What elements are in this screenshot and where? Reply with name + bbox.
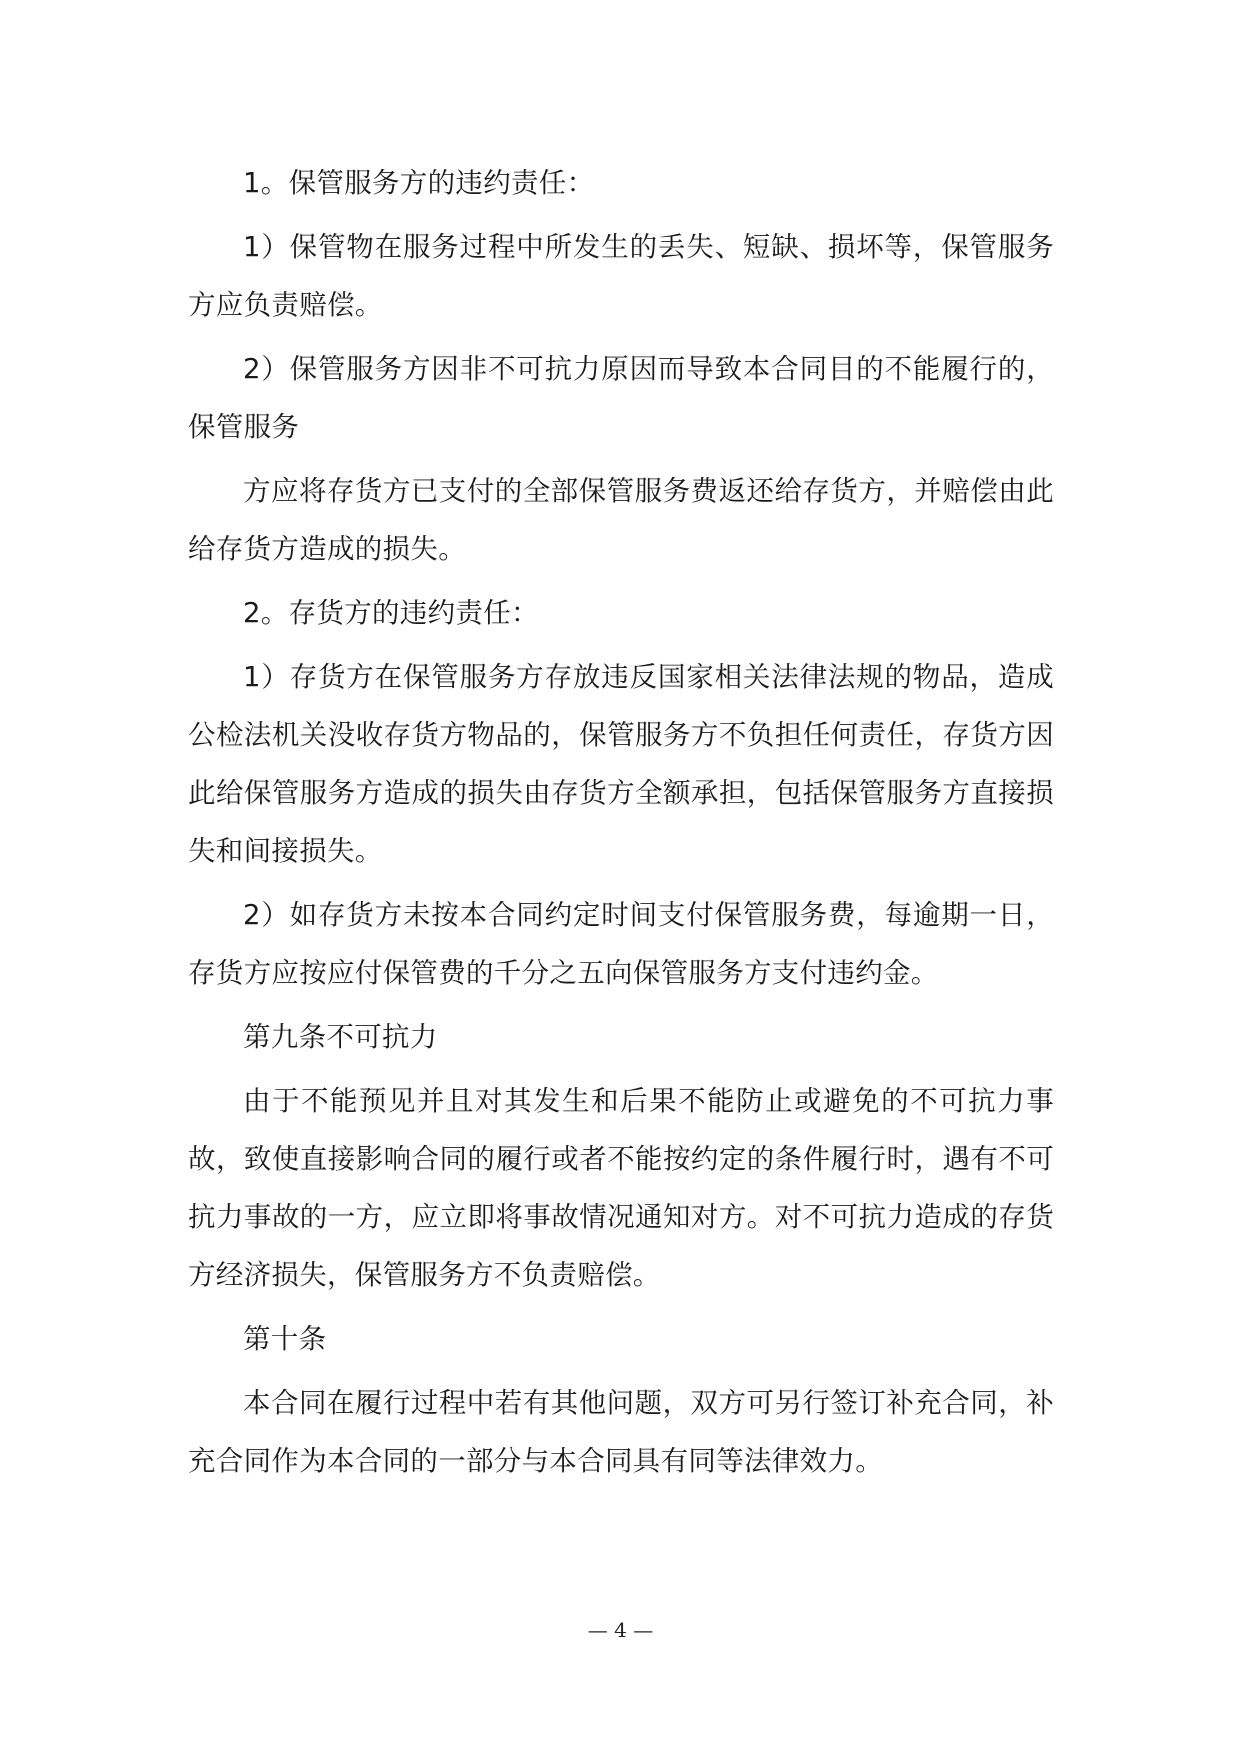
article-10-heading: 第十条 bbox=[243, 1323, 327, 1355]
paragraph-breach-custodian-item-2: 2）保管服务方因非不可抗力原因而导致本合同目的不能履行的，保管服务 bbox=[188, 353, 1054, 443]
article-10-body: 本合同在履行过程中若有其他问题，双方可另行签订补充合同，补充合同作为本合同的一部分与本合同具有同等法律效力。 bbox=[188, 1387, 1054, 1477]
document-body bbox=[188, 154, 1054, 1496]
paragraph-breach-depositor-item-2: 2）如存货方未按本合同约定时间支付保管服务费，每逾期一日，存货方应按应付保管费的千分之五向保管服务方支付违约金。 bbox=[188, 899, 1054, 989]
paragraph-breach-custodian-item-1: 1）保管物在服务过程中所发生的丢失、短缺、损坏等，保管服务方应负责赔偿。 bbox=[188, 231, 1054, 321]
article-9-heading: 第九条不可抗力 bbox=[243, 1021, 438, 1053]
paragraph-breach-custodian-item-2-continued: 方应将存货方已支付的全部保管服务费返还给存货方，并赔偿由此给存货方造成的损失。 bbox=[188, 475, 1054, 565]
article-9-body: 由于不能预见并且对其发生和后果不能防止或避免的不可抗力事故，致使直接影响合同的履行或者不能按约定的条件履行时，遇有不可抗力事故的一方，应立即将事故情况通知对方。对不可抗力造成的存货方经济损失，保管服务方不负责赔偿。 bbox=[188, 1085, 1054, 1291]
paragraph-breach-custodian-heading: 1。保管服务方的违约责任： bbox=[243, 167, 595, 199]
paragraph-breach-depositor-heading: 2。存货方的违约责任： bbox=[243, 597, 539, 629]
page-number: — 4 — bbox=[587, 1618, 654, 1642]
paragraph-breach-depositor-item-1: 1）存货方在保管服务方存放违反国家相关法律法规的物品，造成公检法机关没收存货方物品的，保管服务方不负担任何责任，存货方因此给保管服务方造成的损失由存货方全额承担，包括保管服务方直接损失和间接损失。 bbox=[188, 661, 1054, 867]
